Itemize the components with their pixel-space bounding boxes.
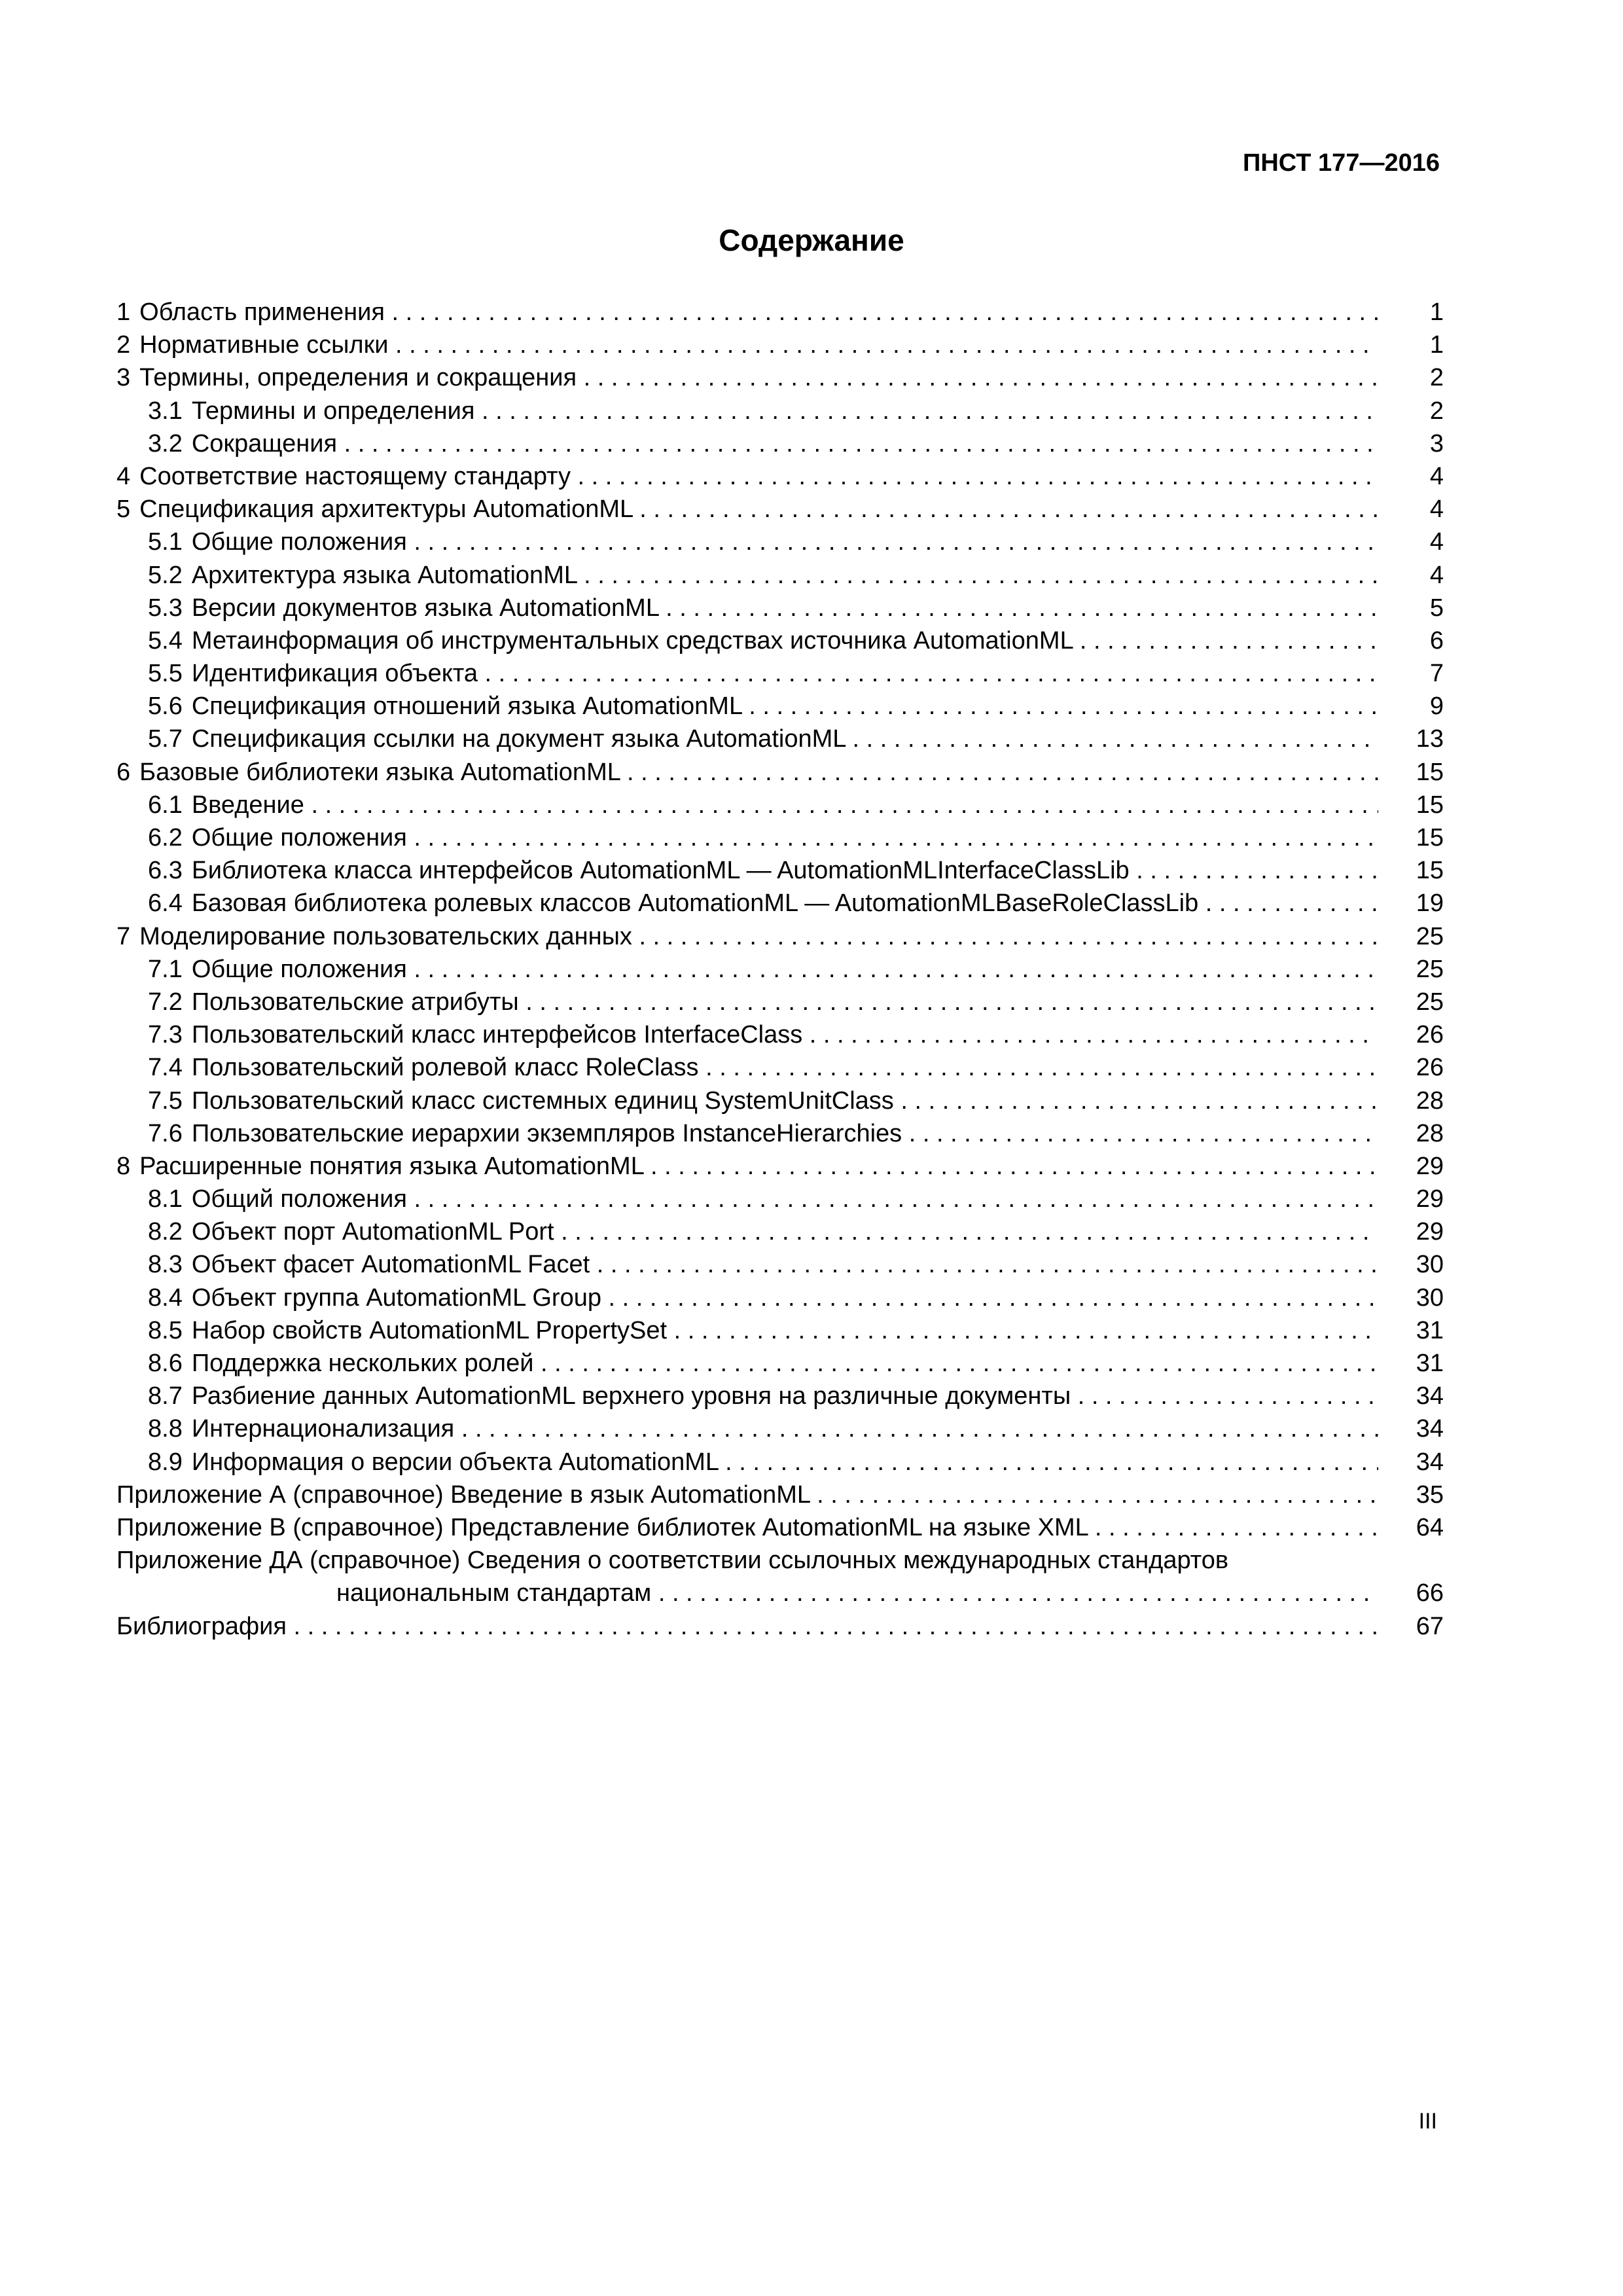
toc-entry[interactable]: [116, 887, 1444, 920]
toc-entry-title: Термины и определения: [191, 397, 475, 425]
toc-entry-title: Пользовательский класс системных единиц SystemUnitClass: [191, 1086, 894, 1115]
toc-entry-page: 30: [1416, 1251, 1444, 1279]
toc-entry-page: 15: [1416, 824, 1444, 852]
toc-entry-page: 28: [1416, 1119, 1444, 1147]
toc-entry-page: 35: [1416, 1480, 1444, 1509]
toc-entry[interactable]: [116, 756, 1444, 789]
toc-entry-title: Базовая библиотека ролевых классов AutomationML — AutomationMLBaseRoleClassLib: [191, 889, 1199, 918]
toc-entry-number: 8.9: [148, 1448, 183, 1476]
toc-entry-label: [116, 1314, 1378, 1347]
toc-entry-number: 8.8: [148, 1415, 183, 1443]
toc-entry-label: [116, 592, 1378, 624]
toc-entry-label: [116, 460, 1378, 493]
toc-entry-label: [116, 821, 1378, 854]
toc-entry-number: 7.4: [148, 1054, 183, 1082]
toc-entry-title: Информация о версии объекта AutomationML: [191, 1448, 719, 1476]
toc-entry-title: Объект фасет AutomationML Facet: [191, 1251, 590, 1279]
toc-entry-page: 34: [1416, 1415, 1444, 1443]
toc-entry-number: 7: [116, 922, 131, 950]
toc-entry-page: 4: [1429, 561, 1444, 589]
toc-entry[interactable]: [116, 986, 1444, 1018]
toc-entry-page: 25: [1416, 922, 1444, 950]
toc-entry-label: [116, 361, 1378, 394]
toc-entry-number: 6.4: [148, 889, 183, 918]
toc-entry-page: 26: [1416, 1021, 1444, 1049]
toc-entry-title: Спецификация отношений языка AutomationML: [191, 692, 742, 721]
toc-entry-number: 6.3: [148, 857, 183, 885]
toc-entry[interactable]: [116, 296, 1444, 329]
toc-entry-label: [116, 1150, 1378, 1183]
toc-entry-title: Моделирование пользовательских данных: [139, 922, 632, 950]
toc-entry-title: Библиография . . .: [116, 1610, 1378, 1643]
toc-entry[interactable]: [116, 493, 1444, 526]
toc-entry-page: 31: [1416, 1316, 1444, 1344]
toc-entry-page: 30: [1416, 1283, 1444, 1312]
toc-entry-page: 64: [1416, 1513, 1444, 1541]
toc-entry-title: Общие положения: [191, 528, 407, 556]
toc-entry-number: 8.1: [148, 1185, 183, 1213]
toc-entry-title: Общие положения: [191, 955, 407, 983]
toc-entry-label: [116, 1183, 1378, 1215]
toc-entry-number: 1: [116, 298, 131, 326]
toc-entry-number: 5.1: [148, 528, 183, 556]
page-title: Содержание: [719, 223, 904, 257]
toc-entry-page: 29: [1416, 1218, 1444, 1246]
toc-entry-page: 13: [1416, 725, 1444, 753]
toc-entry-title: Пользовательские иерархии экземпляров InstanceHierarchies: [191, 1119, 902, 1147]
toc-entry-label: [116, 1446, 1378, 1479]
toc-entry-title: Приложение А (справочное) Введение в язык AutomationML: [116, 1480, 810, 1509]
toc-entry-title: Общие положения: [191, 824, 407, 852]
toc-entry[interactable]: [116, 395, 1444, 427]
toc-entry-label: [116, 1412, 1378, 1445]
toc-entry-label: [116, 1479, 1378, 1511]
toc-entry-number: 8.5: [148, 1316, 183, 1344]
toc-entry-number: 6: [116, 758, 131, 786]
toc-entry-number: 2: [116, 331, 131, 359]
toc-entry[interactable]: [116, 1412, 1444, 1445]
toc-entry-title: Поддержка нескольких ролей: [191, 1350, 534, 1377]
toc-entry-number: 5: [116, 495, 131, 524]
toc-entry[interactable]: [116, 559, 1444, 592]
toc-entry[interactable]: [116, 1446, 1444, 1479]
toc-entry-page: 9: [1429, 692, 1444, 721]
toc-entry-page: 4: [1429, 528, 1444, 556]
toc-entry-label: [116, 657, 1378, 690]
toc-entry[interactable]: [116, 1248, 1444, 1281]
toc-entry-title: Библиотека класса интерфейсов AutomationML — AutomationMLInterfaceClassLib: [191, 857, 1130, 885]
toc-entry-number: 5.5: [148, 660, 183, 688]
toc-entry-page: 29: [1416, 1185, 1444, 1213]
toc-entry-label: [116, 1347, 1378, 1380]
toc-entry-label: [116, 296, 1378, 329]
toc-entry-page: 15: [1416, 758, 1444, 786]
toc-entry[interactable]: [116, 427, 1444, 460]
toc-entry-number: 6.1: [148, 791, 183, 819]
toc-entry[interactable]: [116, 1380, 1444, 1412]
toc-entry-title: Термины, определения и сокращения: [139, 364, 577, 392]
page-number: III: [1418, 2109, 1437, 2134]
toc-entry-number: 5.3: [148, 594, 183, 622]
toc-entry-label: [116, 1215, 1378, 1248]
toc-entry-title: Архитектура языка AutomationML: [191, 561, 577, 589]
toc-entry-title: Соответствие настоящему стандарту: [139, 462, 571, 490]
toc-entry[interactable]: [116, 592, 1444, 624]
toc-entry-page: 2: [1429, 364, 1444, 392]
toc-entry-number: 3: [116, 364, 131, 392]
toc-entry-label: [116, 920, 1378, 953]
toc-entry-page: 25: [1416, 955, 1444, 983]
toc-entry-title: Приложение В (справочное) Представление библиотек AutomationML на языке XML: [116, 1513, 1088, 1541]
toc-entry-label: [116, 723, 1378, 755]
toc-entry[interactable]: [116, 1085, 1444, 1117]
toc-entry-page: 28: [1416, 1086, 1444, 1115]
toc-entry-label: [116, 789, 1378, 821]
toc-entry-page: 34: [1416, 1382, 1444, 1410]
toc-entry-appendix-da[interactable]: [116, 1544, 1444, 1609]
toc-entry-number: 5.2: [148, 561, 183, 589]
toc-entry[interactable]: [116, 361, 1444, 394]
toc-entry-page: 67: [1416, 1612, 1444, 1640]
toc-entry-label: [116, 690, 1378, 723]
toc-entry-title: Интернационализация: [191, 1415, 455, 1443]
toc-entry-number: 7.5: [148, 1086, 183, 1115]
toc-entry-page: 29: [1416, 1152, 1444, 1180]
toc-entry-number: 7.1: [148, 955, 183, 983]
toc-entry-label: [116, 1051, 1378, 1084]
toc-entry-number: 5.7: [148, 725, 183, 753]
toc-entry-page: 66: [1416, 1579, 1444, 1607]
toc-entry-label: [116, 1085, 1378, 1117]
toc-entry-title: Спецификация архитектуры AutomationML: [139, 495, 633, 524]
toc-entry-page: 25: [1416, 988, 1444, 1016]
toc-entry-number: 8.6: [148, 1350, 183, 1377]
toc-entry-number: 5.4: [148, 626, 183, 655]
toc-entry[interactable]: [116, 1347, 1444, 1380]
toc-entry-page: 15: [1416, 857, 1444, 885]
toc-entry-label: [116, 427, 1378, 460]
toc-entry-title: Введение: [191, 791, 304, 819]
toc-entry-title-line2: национальным стандартам . . .: [336, 1577, 1378, 1609]
toc-entry[interactable]: [116, 690, 1444, 723]
toc-entry[interactable]: [116, 854, 1444, 887]
toc-entry-number: 7.2: [148, 988, 183, 1016]
toc-entry[interactable]: [116, 1117, 1444, 1150]
document-code: ПНСТ 177—2016: [1243, 149, 1440, 177]
toc-entry-label: [116, 1248, 1378, 1281]
toc-entry-number: 6.2: [148, 824, 183, 852]
toc-entry[interactable]: [116, 1018, 1444, 1051]
toc-entry-title: Пользовательский класс интерфейсов InterfaceClass: [191, 1021, 803, 1049]
toc-entry-label: [116, 559, 1378, 592]
toc-entry[interactable]: [116, 526, 1444, 558]
toc-entry-title: Версии документов языка AutomationML: [191, 594, 659, 622]
toc-entry-label: [116, 986, 1378, 1018]
toc-entry[interactable]: [116, 1479, 1444, 1511]
toc-entry-page: 26: [1416, 1054, 1444, 1082]
toc-entry[interactable]: [116, 1215, 1444, 1248]
toc-entry-page: 7: [1429, 660, 1444, 688]
toc-entry-title: Набор свойств AutomationML PropertySet: [191, 1316, 668, 1344]
toc-entry[interactable]: [116, 624, 1444, 657]
toc-entry-title-line1: Приложение ДА (справочное) Сведения о соответствии ссылочных международных стандартов: [116, 1547, 1229, 1575]
toc-entry-number: 4: [116, 462, 131, 490]
toc-entry[interactable]: [116, 821, 1444, 854]
toc-entry[interactable]: [116, 953, 1444, 986]
toc-entry-page: 6: [1429, 626, 1444, 655]
toc-entry[interactable]: [116, 1282, 1444, 1314]
toc-entry-title: Сокращения: [191, 429, 338, 457]
toc-entry-label: [116, 1117, 1378, 1150]
toc-entry-number: 8.7: [148, 1382, 183, 1410]
toc-entry-title: Расширенные понятия языка AutomationML: [139, 1152, 644, 1180]
toc-entry-label: [116, 1511, 1378, 1544]
table-of-contents: [116, 296, 1444, 1643]
toc-entry-label: [116, 1282, 1378, 1314]
toc-entry-label: [116, 756, 1378, 789]
toc-entry-title: Область применения: [139, 298, 385, 326]
toc-entry-page: 1: [1429, 331, 1444, 359]
toc-entry-page: 15: [1416, 791, 1444, 819]
toc-entry-number: 7.3: [148, 1021, 183, 1049]
toc-entry-page: 3: [1429, 429, 1444, 457]
toc-entry-title: Метаинформация об инструментальных средствах источника AutomationML: [191, 626, 1073, 655]
toc-entry-title: Базовые библиотеки языка AutomationML: [139, 758, 620, 786]
toc-entries: [116, 296, 1444, 1544]
toc-entry-title: Объект порт AutomationML Port: [191, 1218, 554, 1246]
toc-entry-title: Пользовательский ролевой класс RoleClass: [191, 1054, 699, 1082]
toc-entry-title: Спецификация ссылки на документ языка AutomationML: [191, 725, 846, 753]
toc-entry[interactable]: [116, 329, 1444, 361]
toc-entry[interactable]: [116, 723, 1444, 755]
toc-entry-number: 8.2: [148, 1218, 183, 1246]
toc-entry-label: [116, 329, 1378, 361]
toc-entry-number: 3.2: [148, 429, 183, 457]
toc-entry-label: [116, 854, 1378, 887]
toc-entry-page: 1: [1429, 298, 1444, 326]
toc-entry-number: 8.4: [148, 1283, 183, 1312]
toc-entry-bibliography[interactable]: [116, 1610, 1444, 1643]
toc-entry[interactable]: [116, 1183, 1444, 1215]
toc-entry-page: 19: [1416, 889, 1444, 918]
toc-entry[interactable]: [116, 1314, 1444, 1347]
toc-entry-label: [116, 1018, 1378, 1051]
toc-entry[interactable]: [116, 1051, 1444, 1084]
toc-entry-label: [116, 624, 1378, 657]
toc-entry-title: Нормативные ссылки: [139, 331, 389, 359]
toc-entry[interactable]: [116, 657, 1444, 690]
toc-entry[interactable]: [116, 460, 1444, 493]
toc-entry-number: 8: [116, 1152, 131, 1180]
toc-entry-label: [116, 953, 1378, 986]
toc-entry[interactable]: [116, 1511, 1444, 1544]
toc-entry-label: [116, 395, 1378, 427]
toc-entry[interactable]: [116, 920, 1444, 953]
toc-entry-page: 4: [1429, 462, 1444, 490]
toc-entry-page: 34: [1416, 1448, 1444, 1476]
toc-entry-page: 2: [1429, 397, 1444, 425]
toc-entry-title: Пользовательские атрибуты: [191, 988, 519, 1016]
toc-entry-title: Объект группа AutomationML Group: [191, 1283, 601, 1312]
toc-entry-title: Разбиение данных AutomationML верхнего уровня на различные документы: [191, 1382, 1071, 1410]
toc-entry-title: Общий положения: [191, 1185, 407, 1213]
toc-entry-title: Идентификация объекта: [191, 660, 478, 688]
toc-entry-number: 5.6: [148, 692, 183, 721]
toc-entry-page: 4: [1429, 495, 1444, 524]
toc-entry-number: 7.6: [148, 1119, 183, 1147]
toc-entry[interactable]: [116, 789, 1444, 821]
toc-entry-label: [116, 1380, 1378, 1412]
toc-entry-label: [116, 887, 1378, 920]
toc-entry-label: [116, 493, 1378, 526]
toc-entry[interactable]: [116, 1150, 1444, 1183]
toc-entry-number: 8.3: [148, 1251, 183, 1279]
toc-entry-page: 5: [1429, 594, 1444, 622]
toc-entry-label: [116, 526, 1378, 558]
toc-entry-number: 3.1: [148, 397, 183, 425]
toc-entry-page: 31: [1416, 1350, 1444, 1377]
